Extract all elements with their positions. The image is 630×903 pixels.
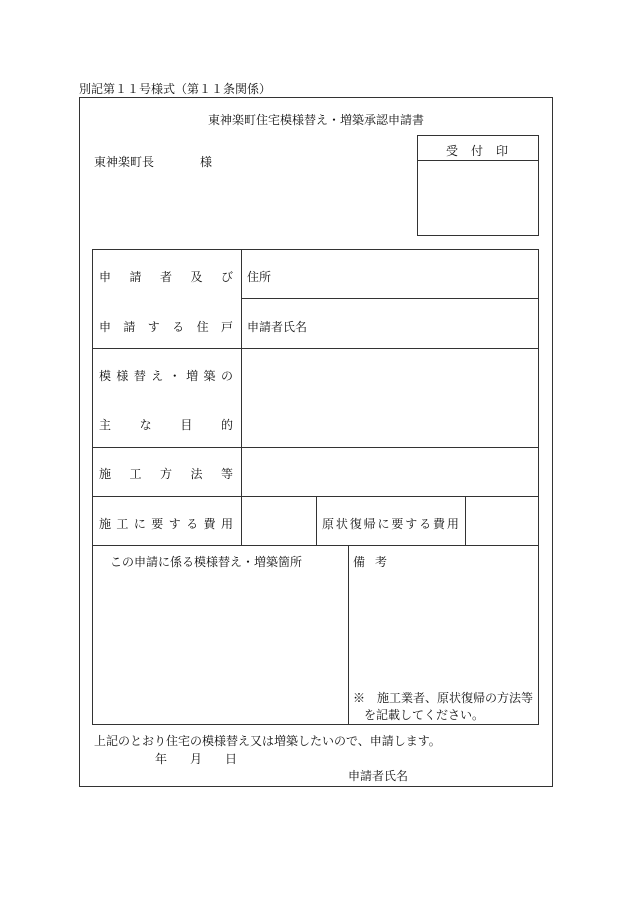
reception-stamp-label: 受 付 印 [446,144,508,158]
row-divider-purpose [92,447,539,448]
purpose-heading-1: 模 様 替 え ・ 増 築 の [99,369,233,383]
form-number: 別記第１１号様式（第１１条関係） [79,82,272,96]
date-month: 月 [190,752,203,766]
addressee: 東神楽町長 [94,155,155,169]
cost-heading: 施 工 に 要 す る 費 用 [99,517,233,531]
cost-divider-2 [465,496,466,546]
date-year: 年 [155,752,168,766]
label-column-divider [241,249,242,546]
cost-divider-1 [316,496,317,546]
remarks-note-line-1: ※ 施工業者、原状復帰の方法等 [353,691,534,705]
applicant-name-label: 申請者氏名 [247,320,308,334]
remarks-note-line-2: を記載してください。 [364,708,485,722]
form-title: 東神楽町住宅模様替え・増築承認申請書 [207,113,424,127]
date-day: 日 [225,752,238,766]
honorific: 様 [200,155,213,169]
row-divider-address [241,298,539,299]
applicant-heading-2: 申 請 す る 住 戸 [99,320,233,334]
address-label: 住所 [247,270,272,284]
purpose-heading-2: 主 な 目 的 [99,418,233,432]
method-heading: 施 工 方 法 等 [99,467,233,481]
location-label: この申請に係る模様替え・増築箇所 [110,555,303,569]
remarks-heading: 備 考 [353,555,387,569]
signature-label: 申請者氏名 [348,769,409,783]
stamp-divider [417,160,539,161]
applicant-heading-1: 申 請 者 及 び [99,270,233,284]
restoration-cost-heading: 原 状 復 帰 に 要 す る 費 用 [322,517,459,531]
declaration-text: 上記のとおり住宅の模様替え又は増築したいので、申請します。 [94,734,441,748]
remarks-divider [348,545,349,725]
row-divider-applicant [92,348,539,349]
